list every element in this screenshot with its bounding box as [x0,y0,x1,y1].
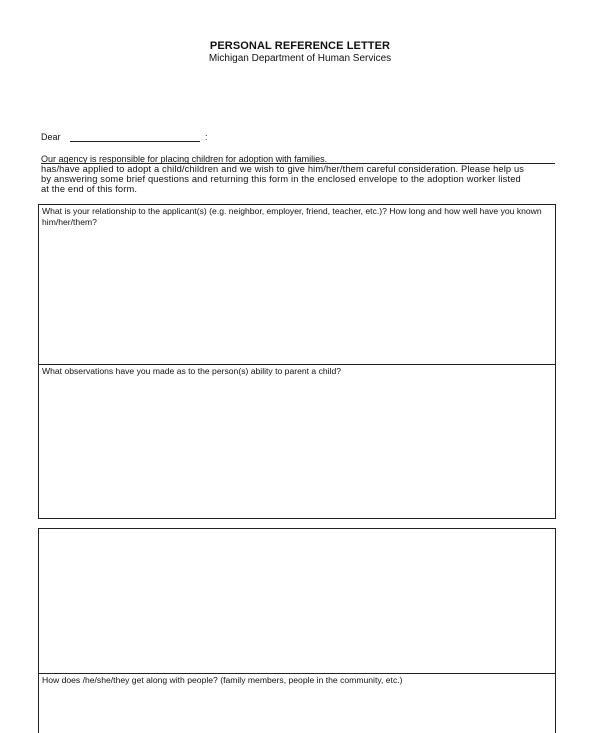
document-title: PERSONAL REFERENCE LETTER [209,40,391,52]
document-subtitle: Michigan Department of Human Services [208,53,392,64]
answer-box-relationship[interactable] [38,204,556,365]
answer-box-blank[interactable] [38,528,556,674]
intro-line-3: by answering some brief questions and returning this form in the enclosed envelope to the adoption worker listed [41,174,521,184]
salutation-colon: : [205,132,208,142]
intro-line-4: at the end of this form. [41,184,138,194]
answer-box-social[interactable] [38,673,556,733]
question-social: How does /he/she/they get along with people? (family members, people in the community, etc.) [42,675,403,685]
answer-box-parenting[interactable] [38,364,556,519]
recipient-name-field[interactable] [70,141,200,142]
question-relationship: What is your relationship to the applicant(s) (e.g. neighbor, employer, friend, teacher, etc.)? How long and how well have you known him/her/them? [42,206,542,227]
salutation-label: Dear [41,132,61,142]
question-parenting: What observations have you made as to the person(s) ability to parent a child? [42,366,342,376]
intro-line-2: has/have applied to adopt a child/children and we wish to give him/her/them careful consideration. Please help us [41,164,525,174]
intro-paragraph [41,164,561,194]
intro-line-1: Our agency is responsible for placing children for adoption with families. [41,154,328,164]
